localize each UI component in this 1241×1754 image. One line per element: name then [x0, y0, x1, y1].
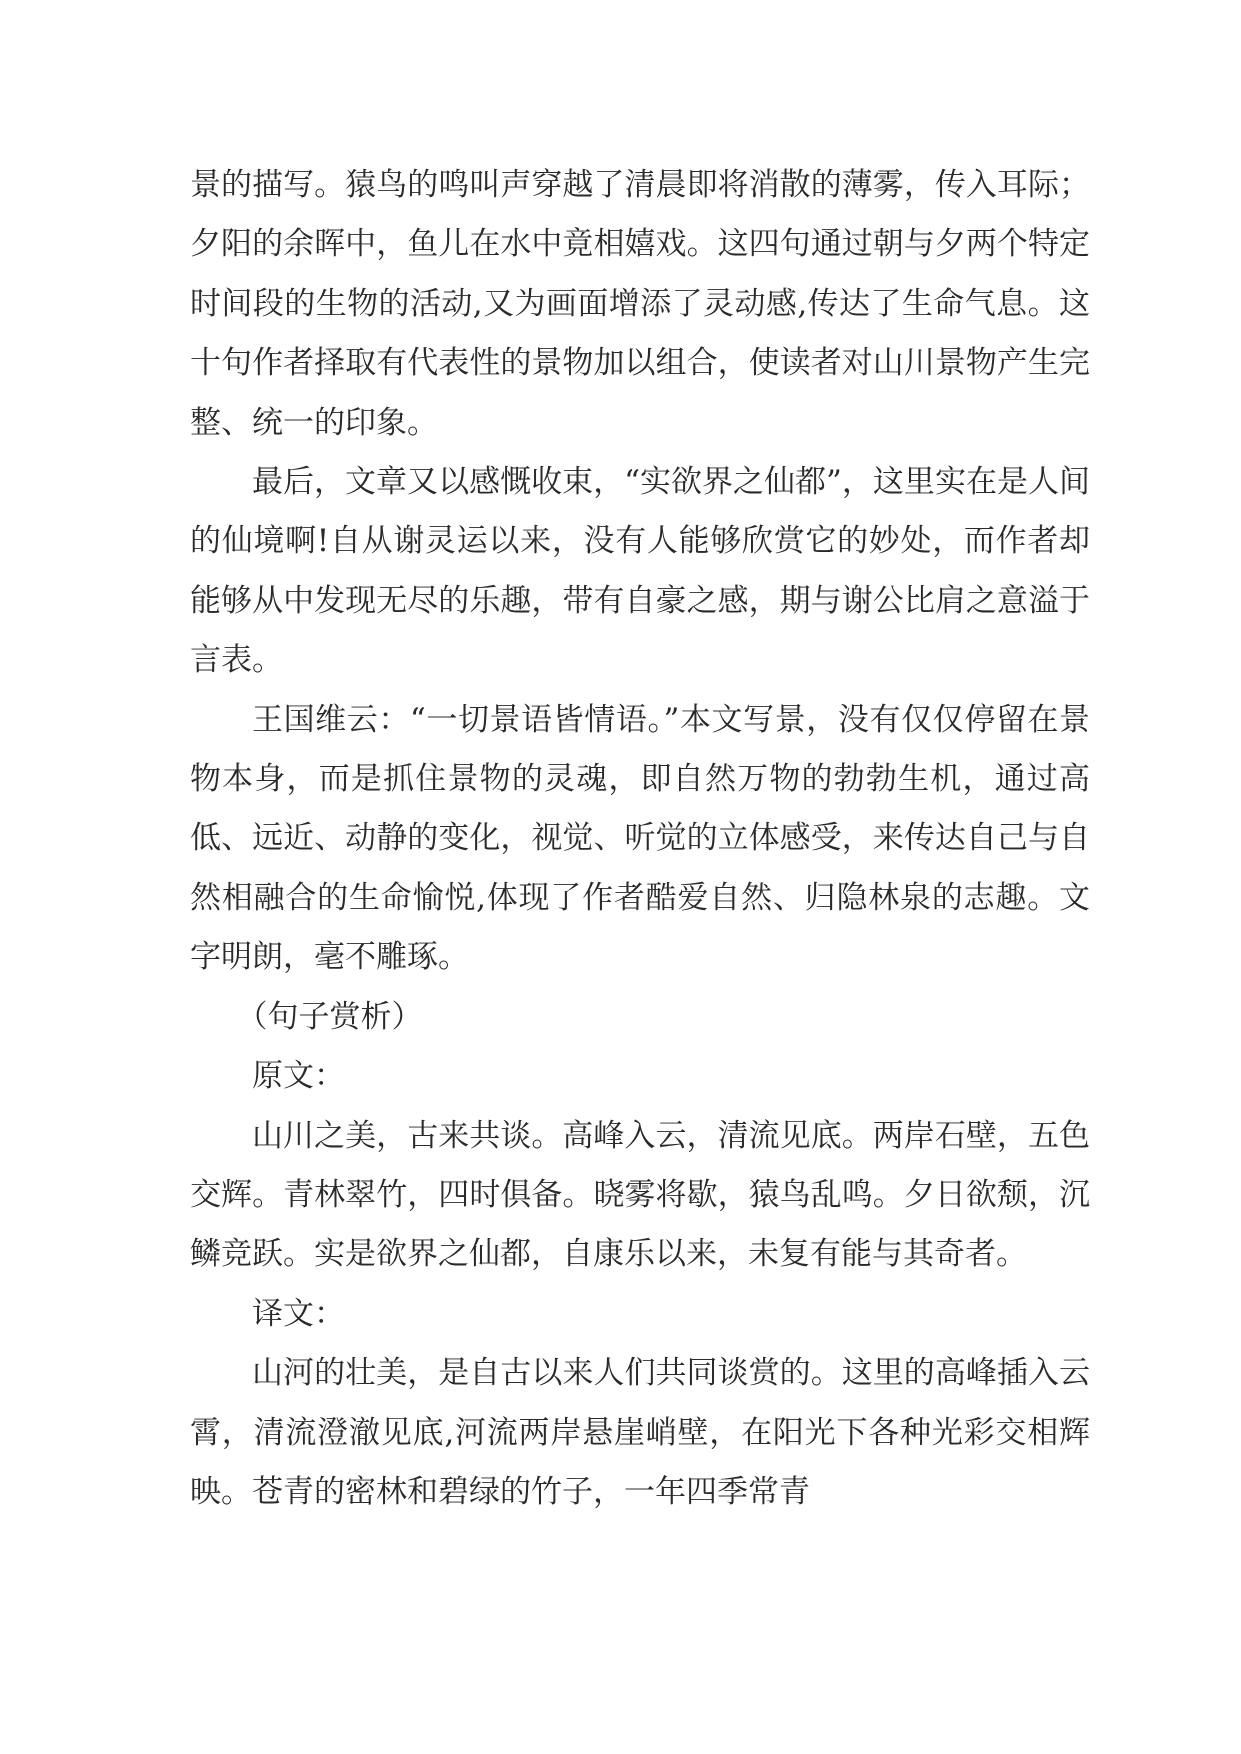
- paragraph-conclusion: 最后，文章又以感慨收束，“实欲界之仙都”，这里实在是人间的仙境啊!自从谢灵运以来，没有人能够欣赏它的妙处，而作者却能够从中发现无尽的乐趣，带有自豪之感，期与谢公比肩之意溢于言表。: [190, 464, 1090, 679]
- paragraph-wang-guowei: 王国维云：“一切景语皆情语。”本文写景，没有仅仅停留在景物本身，而是抓住景物的灵魂，即自然万物的勃勃生机，通过高低、远近、动静的变化，视觉、听觉的立体感受，来传达自己与自然相融合的生命愉悦,体现了作者酷爱自然、归隐林泉的志趣。文字明朗，毫不雕琢。: [190, 701, 1090, 976]
- original-text: 山川之美，古来共谈。高峰入云，清流见底。两岸石壁，五色交辉。青林翠竹，四时俱备。晓雾将歇，猿鸟乱鸣。夕日欲颓，沉鳞竞跃。实是欲界之仙都，自康乐以来，未复有能与其奇者。: [190, 1117, 1090, 1273]
- translation-label: 译文：: [252, 1295, 345, 1332]
- section-heading-sentence-analysis: （句子赏析）: [236, 998, 423, 1035]
- paragraph-continuation: 景的描写。猿鸟的鸣叫声穿越了清晨即将消散的薄雾，传入耳际；夕阳的余晖中，鱼儿在水中竟相嬉戏。这四句通过朝与夕两个特定时间段的生物的活动,又为画面增添了灵动感,传达了生命气息。这十句作者择取有代表性的景物加以组合，使读者对山川景物产生完整、统一的印象。: [190, 167, 1090, 441]
- document-body: [190, 156, 1090, 1522]
- original-text-label: 原文：: [252, 1058, 345, 1095]
- translation-text: 山河的壮美，是自古以来人们共同谈赏的。这里的高峰插入云霄，清流澄澈见底,河流两岸悬崖峭壁，在阳光下各种光彩交相辉映。苍青的密林和碧绿的竹子，一年四季常青: [190, 1355, 1090, 1510]
